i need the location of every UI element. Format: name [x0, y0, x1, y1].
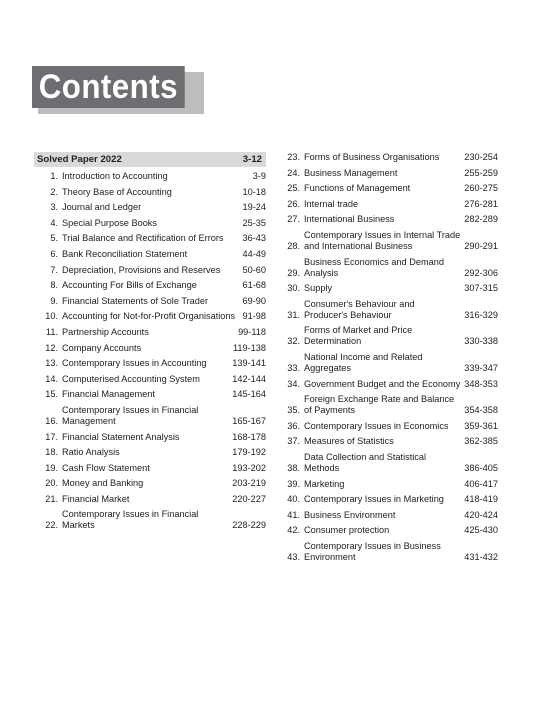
toc-entry-number: 32.: [287, 336, 300, 347]
toc-entry-number: 7.: [50, 264, 58, 275]
toc-entry[interactable]: [34, 171, 266, 182]
toc-entry-number: 37.: [287, 436, 300, 447]
toc-entry-pages: 406-417: [464, 478, 498, 489]
toc-entry-title: Foreign Exchange Rate and Balance of Payments: [304, 394, 455, 416]
toc-entry[interactable]: [280, 525, 498, 536]
toc-entry-title: Trial Balance and Rectification of Errors: [62, 233, 224, 244]
toc-entry[interactable]: [280, 257, 498, 279]
toc-entry-title: Financial Management: [62, 389, 155, 400]
toc-entry-pages: 69-90: [242, 295, 266, 306]
toc-entry-number: 10.: [45, 311, 58, 322]
toc-entry-pages: 354-358: [464, 405, 498, 416]
toc-entry-title: Data Collection and Statistical Methods: [304, 451, 427, 473]
toc-entry[interactable]: [280, 452, 498, 474]
toc-entry-pages: 220-227: [232, 493, 266, 504]
toc-entry[interactable]: [280, 510, 498, 521]
solved-paper-label: Solved Paper 2022: [37, 154, 122, 165]
toc-entry-title: Financial Statement Analysis: [62, 431, 180, 442]
toc-entry-number: 39.: [287, 478, 300, 489]
toc-entry-title: Theory Base of Accounting: [62, 186, 172, 197]
toc-entry-number: 16.: [45, 415, 58, 426]
toc-entry-title: Functions of Management: [304, 183, 411, 194]
toc-entry-title: Contemporary Issues in Financial Markets: [62, 509, 199, 531]
toc-entry-pages: 50-60: [242, 264, 266, 275]
toc-entry[interactable]: [34, 494, 266, 505]
toc-entry-pages: 431-432: [464, 551, 498, 562]
toc-entry-pages: 203-219: [232, 478, 266, 489]
toc-entry[interactable]: [34, 233, 266, 244]
toc-entry-number: 4.: [50, 217, 58, 228]
toc-entry-number: 9.: [50, 295, 58, 306]
toc-entry[interactable]: [34, 463, 266, 474]
toc-entry-number: 20.: [45, 478, 58, 489]
toc-entry-number: 3.: [50, 202, 58, 213]
toc-entry-title: Contemporary Issues in Accounting: [62, 358, 207, 369]
toc-entry-title: Marketing: [304, 478, 345, 489]
toc-entry-number: 40.: [287, 494, 300, 505]
toc-entry-title: Government Budget and the Economy: [304, 378, 461, 389]
toc-entry-number: 35.: [287, 405, 300, 416]
toc-entry[interactable]: [280, 230, 498, 252]
toc-entry-pages: 119-138: [232, 342, 266, 353]
toc-entry-number: 38.: [287, 462, 300, 473]
toc-entry-title: Consumer's Behaviour and Producer's Behaviour: [304, 298, 415, 320]
toc-entry-pages: 260-275: [464, 183, 498, 194]
toc-entry-number: 12.: [45, 342, 58, 353]
toc-entry-pages: 168-178: [232, 431, 266, 442]
toc-entry[interactable]: [34, 311, 266, 322]
toc-entry[interactable]: [280, 214, 498, 225]
toc-entry-title: Cash Flow Statement: [62, 462, 150, 473]
toc-entry[interactable]: [34, 218, 266, 229]
toc-entry[interactable]: [34, 389, 266, 400]
toc-entry-pages: 362-385: [464, 436, 498, 447]
toc-entry[interactable]: [34, 296, 266, 307]
toc-entry-title: National Income and Related Aggregates: [304, 351, 423, 373]
toc-entry-number: 26.: [287, 198, 300, 209]
toc-entry[interactable]: [34, 187, 266, 198]
toc-entry-pages: 25-35: [242, 217, 266, 228]
toc-entry-number: 41.: [287, 509, 300, 520]
toc-entry-number: 11.: [45, 326, 58, 337]
toc-entry-title: Introduction to Accounting: [62, 171, 168, 181]
toc-entry-pages: 282-289: [464, 214, 498, 225]
toc-entry-title: Company Accounts: [62, 342, 142, 353]
toc-entry[interactable]: [34, 374, 266, 385]
toc-entry-number: 29.: [287, 267, 300, 278]
toc-entry-number: 27.: [287, 214, 300, 225]
toc-entry[interactable]: [280, 325, 498, 347]
toc-entry[interactable]: [34, 478, 266, 489]
toc-entry-pages: 386-405: [464, 462, 498, 473]
toc-entry-pages: 359-361: [464, 420, 498, 431]
toc-entry-number: 18.: [45, 447, 58, 458]
toc-entry-pages: 36-43: [242, 233, 266, 244]
toc-entry-title: Accounting For Bills of Exchange: [62, 280, 197, 291]
solved-paper-header[interactable]: [34, 152, 266, 167]
toc-entry-title: Depreciation, Provisions and Reserves: [62, 264, 221, 275]
page-title: Contents: [32, 66, 185, 108]
toc-entry-number: 24.: [287, 167, 300, 178]
toc-left-column: [34, 152, 266, 536]
toc-entry-title: Forms of Business Organisations: [304, 152, 440, 162]
toc-entry-pages: 99-118: [238, 326, 266, 337]
toc-entry-pages: 228-229: [232, 520, 266, 531]
toc-entry[interactable]: [280, 352, 498, 374]
toc-entry-number: 36.: [287, 420, 300, 431]
toc-entry-number: 34.: [287, 378, 300, 389]
toc-entry-title: Special Purpose Books: [62, 217, 157, 228]
toc-entry[interactable]: [280, 299, 498, 321]
toc-entry-pages: 61-68: [242, 280, 266, 291]
toc-entry-number: 33.: [287, 362, 300, 373]
toc-entry[interactable]: [34, 432, 266, 443]
solved-paper-pages: 3-12: [242, 154, 262, 165]
toc-entry-title: Contemporary Issues in Internal Trade and International Business: [304, 229, 461, 251]
toc-entry[interactable]: [34, 280, 266, 291]
toc-entry-title: Measures of Statistics: [304, 436, 394, 447]
toc-list-right: [280, 152, 498, 563]
toc-entry-number: 23.: [287, 152, 300, 162]
toc-entry-number: 19.: [45, 462, 58, 473]
toc-entry-title: Contemporary Issues in Economics: [304, 420, 449, 431]
toc-entry-title: Journal and Ledger: [62, 202, 142, 213]
toc-entry-title: Ratio Analysis: [62, 447, 120, 458]
contents-heading-block: [32, 66, 204, 114]
toc-entry-number: 21.: [45, 493, 58, 504]
toc-entry[interactable]: [34, 358, 266, 369]
toc-entry-pages: 292-306: [464, 267, 498, 278]
toc-entry-number: 43.: [287, 551, 300, 562]
toc-entry-title: Financial Statements of Sole Trader: [62, 295, 209, 306]
toc-entry-pages: 420-424: [464, 509, 498, 520]
toc-entry-number: 17.: [45, 431, 58, 442]
toc-entry-pages: 145-164: [232, 389, 266, 400]
toc-entry[interactable]: [280, 379, 498, 390]
toc-entry-pages: 290-291: [464, 240, 498, 251]
toc-entry-title: Internal trade: [304, 198, 359, 209]
toc-entry-pages: 348-353: [464, 378, 498, 389]
toc-right-column: [280, 152, 498, 567]
toc-entry-title: Consumer protection: [304, 525, 390, 536]
toc-entry-pages: 139-141: [232, 358, 266, 369]
toc-entry[interactable]: [280, 168, 498, 179]
toc-entry-title: Business Economics and Demand Analysis: [304, 256, 444, 278]
toc-entry-title: Contemporary Issues in Financial Management: [62, 404, 199, 426]
toc-entry-pages: 19-24: [242, 202, 266, 213]
toc-entry-pages: 91-98: [242, 311, 266, 322]
toc-entry-pages: 255-259: [464, 167, 498, 178]
toc-entry-title: Supply: [304, 283, 333, 294]
toc-entry[interactable]: [34, 509, 266, 531]
toc-entry-number: 14.: [45, 373, 58, 384]
toc-entry-pages: 418-419: [464, 494, 498, 505]
toc-entry-number: 25.: [287, 183, 300, 194]
toc-entry-pages: 230-254: [464, 152, 498, 162]
toc-entry-pages: 339-347: [464, 362, 498, 373]
toc-entry-title: Business Management: [304, 167, 398, 178]
toc-entry-title: Money and Banking: [62, 478, 144, 489]
toc-entry-pages: 44-49: [242, 248, 266, 259]
toc-entry[interactable]: [280, 394, 498, 416]
toc-entry[interactable]: [280, 421, 498, 432]
toc-entry[interactable]: [280, 199, 498, 210]
toc-entry-number: 22.: [45, 520, 58, 531]
toc-entry-title: Forms of Market and Price Determination: [304, 325, 413, 347]
toc-entry-number: 1.: [50, 171, 58, 181]
toc-entry-number: 15.: [45, 389, 58, 400]
toc-entry-number: 31.: [287, 309, 300, 320]
toc-entry-pages: 179-192: [232, 447, 266, 458]
toc-entry-title: Financial Market: [62, 493, 130, 504]
toc-entry-pages: 330-338: [464, 336, 498, 347]
toc-entry-number: 42.: [287, 525, 300, 536]
toc-entry[interactable]: [280, 494, 498, 505]
toc-entry-pages: 142-144: [232, 373, 266, 384]
toc-entry-pages: 425-430: [464, 525, 498, 536]
toc-entry-number: 2.: [50, 186, 58, 197]
toc-entry[interactable]: [34, 405, 266, 427]
toc-entry-pages: 316-329: [464, 309, 498, 320]
toc-entry-pages: 193-202: [232, 462, 266, 473]
toc-entry[interactable]: [280, 541, 498, 563]
toc-entry[interactable]: [34, 202, 266, 213]
toc-entry-number: 28.: [287, 240, 300, 251]
toc-entry[interactable]: [34, 327, 266, 338]
toc-entry-number: 5.: [50, 233, 58, 244]
toc-entry-title: Business Environment: [304, 509, 396, 520]
toc-entry-title: Contemporary Issues in Business Environment: [304, 540, 441, 562]
toc-entry[interactable]: [34, 265, 266, 276]
toc-entry-title: International Business: [304, 214, 395, 225]
toc-entry[interactable]: [34, 249, 266, 260]
toc-entry-title: Bank Reconciliation Statement: [62, 248, 188, 259]
toc-entry[interactable]: [280, 152, 498, 163]
toc-entry-number: 8.: [50, 280, 58, 291]
toc-entry-title: Contemporary Issues in Marketing: [304, 494, 444, 505]
toc-entry[interactable]: [280, 183, 498, 194]
toc-entry-pages: 10-18: [242, 186, 266, 197]
toc-entry-title: Partnership Accounts: [62, 326, 149, 337]
toc-entry[interactable]: [280, 283, 498, 294]
toc-entry-number: 6.: [50, 248, 58, 259]
toc-entry-pages: 276-281: [464, 198, 498, 209]
toc-entry-pages: 3-9: [252, 171, 266, 181]
toc-entry-number: 13.: [45, 358, 58, 369]
toc-entry-number: 30.: [287, 283, 300, 294]
toc-list-left: [34, 171, 266, 531]
toc-entry[interactable]: [280, 479, 498, 490]
toc-entry[interactable]: [34, 447, 266, 458]
toc-entry-pages: 307-315: [464, 283, 498, 294]
toc-entry[interactable]: [34, 343, 266, 354]
toc-entry-title: Computerised Accounting System: [62, 373, 200, 384]
toc-entry-pages: 165-167: [232, 415, 266, 426]
toc-entry-title: Accounting for Not-for-Profit Organisations: [62, 311, 236, 322]
toc-entry[interactable]: [280, 436, 498, 447]
